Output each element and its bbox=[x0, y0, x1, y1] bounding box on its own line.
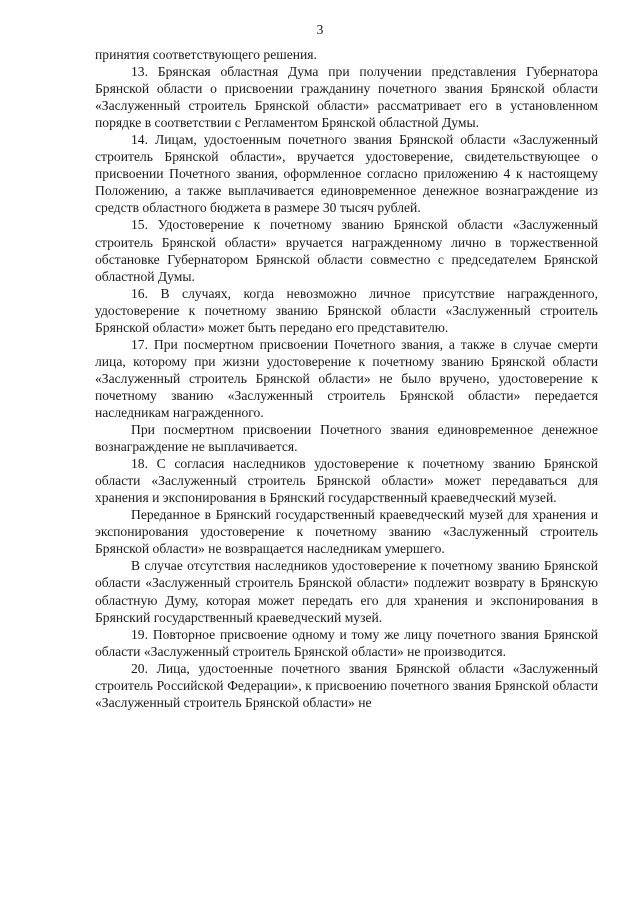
document-body bbox=[95, 46, 598, 711]
paragraph-18-no-heirs: В случае отсутствия наследников удостоверение к почетному званию Брянской области «Заслуженный строитель Брянской области» подлежит возврату в Брянскую областную Думу, которая может передать его для хранения и экспонирования в Брянский государственный краеведческий музей. bbox=[95, 558, 598, 625]
page-number: 3 bbox=[316, 22, 324, 37]
paragraph-13: 13. Брянская областная Дума при получении представления Губернатора Брянской области о присвоении гражданину почетного звания Брянской области «Заслуженный строитель Брянской области» рассматривает его в установленном порядке в соответствии с Регламентом Брянской областной Думы. bbox=[95, 64, 598, 131]
paragraph-continuation: принятия соответствующего решения. bbox=[95, 47, 317, 62]
paragraph-17-note: При посмертном присвоении Почетного звания единовременное денежное вознаграждение не выплачивается. bbox=[95, 422, 598, 455]
paragraph-15: 15. Удостоверение к почетному званию Брянской области «Заслуженный строитель Брянской области» вручается награжденному лично в торжественной обстановке Губернатором Брянской области совместно с председателем Брянской областной Думы. bbox=[95, 217, 598, 284]
paragraph-20: 20. Лица, удостоенные почетного звания Брянской области «Заслуженный строитель Российской Федерации», к присвоению почетного звания Брянской области «Заслуженный строитель Брянской области» не bbox=[95, 660, 598, 710]
paragraph-17: 17. При посмертном присвоении Почетного звания, а также в случае смерти лица, которому при жизни удостоверение к почетному званию Брянской области «Заслуженный строитель Брянской области» не было вручено, удостоверение к почетному званию «Заслуженный строитель Брянской области» передается наследникам награжденного. bbox=[95, 336, 598, 420]
paragraph-16: 16. В случаях, когда невозможно личное присутствие награжденного, удостоверение к почетному званию Брянской области «Заслуженный строитель Брянской области» может быть передано его представителю. bbox=[95, 285, 598, 335]
paragraph-18-transfer: Переданное в Брянский государственный краеведческий музей для хранения и экспонирования удостоверение к почетному званию «Заслуженный строитель Брянской области» не возвращается наследникам умершего. bbox=[95, 507, 598, 557]
paragraph-18: 18. С согласия наследников удостоверение к почетному званию Брянской области «Заслуженный строитель Брянской области» может передаваться для хранения и экспонирования в Брянский государственный краеведческий музей. bbox=[95, 456, 598, 506]
paragraph-19: 19. Повторное присвоение одному и тому же лицу почетного звания Брянской области «Заслуженный строитель Брянской области» не производится. bbox=[95, 626, 598, 659]
paragraph-14: 14. Лицам, удостоенным почетного звания Брянской области «Заслуженный строитель Брянской области», вручается удостоверение, свидетельствующее о присвоении Почетного звания, оформленное согласно приложению 4 к настоящему Положению, а также выплачивается единовременное денежное вознаграждение из средств областного бюджета в размере 30 тысяч рублей. bbox=[95, 132, 598, 216]
